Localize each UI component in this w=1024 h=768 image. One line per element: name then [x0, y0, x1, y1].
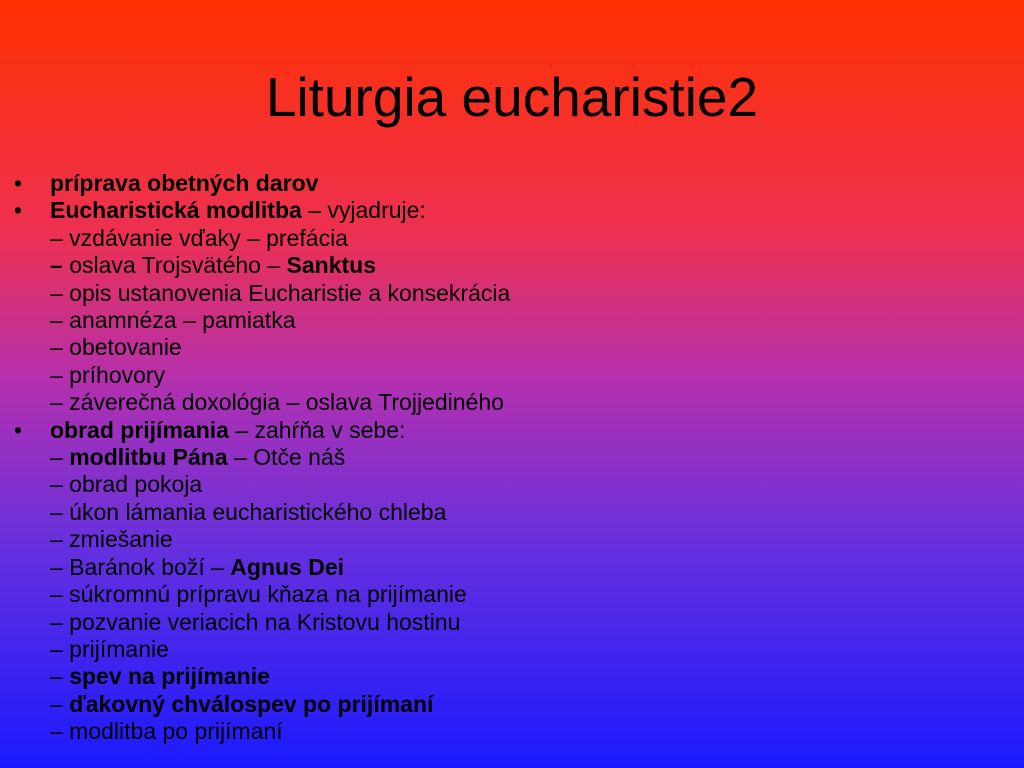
text-run: – prijímanie [50, 635, 169, 662]
bullet-icon: • [14, 197, 23, 224]
text-run: – opis ustanovenia Eucharistie a konsekrácia [50, 279, 511, 306]
sub-item-line [50, 362, 1000, 389]
bullet-icon: • [14, 170, 23, 196]
sub-item-line [50, 499, 1000, 526]
sub-item-line [50, 444, 1000, 471]
sub-item-line [50, 609, 1000, 636]
text-run: – [50, 663, 70, 690]
bullet-list [0, 170, 1000, 746]
text-run: – Baránok boží – [50, 553, 231, 580]
bullet-item [0, 170, 1000, 197]
text-run: – obetovanie [50, 334, 182, 361]
text-run: – anamnéza – pamiatka [50, 307, 296, 334]
sub-item-line [50, 471, 1000, 498]
bold-text-run: Agnus Dei [230, 553, 345, 580]
bold-text-run: Eucharistická modlitba [50, 197, 302, 224]
text-run: – vzdávanie vďaky – prefácia [50, 224, 348, 251]
text-run: – [50, 690, 70, 717]
bold-text-run: ďakovný chválospev po prijímaní [69, 690, 434, 717]
sub-item-line [50, 225, 1000, 252]
text-run: – [50, 444, 70, 471]
text-run: – zahŕňa v sebe: [228, 416, 406, 443]
bullet-heading [50, 197, 1000, 224]
bullet-item [0, 417, 1000, 746]
sub-item-line [50, 581, 1000, 608]
sub-item-line [50, 334, 1000, 361]
bold-text-run: Sanktus [286, 252, 377, 279]
text-run: – obrad pokoja [50, 471, 203, 498]
sub-item-line [50, 663, 1000, 690]
bullet-heading [50, 170, 1000, 197]
sub-item-line [50, 280, 1000, 307]
bullet-icon: • [14, 416, 23, 443]
sub-item-line [50, 307, 1000, 334]
sub-item-line [50, 718, 1000, 745]
bold-text-run: obrad prijímania [50, 416, 229, 443]
sub-item-line [50, 526, 1000, 553]
text-run: – súkromnú prípravu kňaza na prijímanie [50, 581, 467, 608]
text-run: – modlitba po prijímaní [50, 718, 283, 745]
sub-item-line [50, 252, 1000, 279]
text-run: oslava Trojsvätého – [69, 252, 287, 279]
text-run: – Otče náš [227, 444, 346, 471]
slide-title: Liturgia eucharistie2 [265, 66, 759, 128]
bold-text-run: modlitbu Pána [69, 444, 228, 471]
text-run: – pozvanie veriacich na Kristovu hostinu [50, 608, 461, 635]
sub-item-line [50, 554, 1000, 581]
sub-item-line [50, 691, 1000, 718]
bold-text-run: – [50, 252, 70, 279]
bold-text-run: spev na prijímanie [69, 663, 270, 690]
bullet-item [0, 197, 1000, 416]
text-run: – záverečná doxológia – oslava Trojjediného [50, 389, 504, 416]
text-run: – príhovory [50, 361, 166, 388]
text-run: – úkon lámania eucharistického chleba [50, 498, 447, 525]
sub-item-line [50, 389, 1000, 416]
sub-item-line [50, 636, 1000, 663]
bullet-heading [50, 417, 1000, 444]
text-run: – zmiešanie [50, 526, 173, 553]
bold-text-run: príprava obetných darov [50, 170, 319, 196]
text-run: – vyjadruje: [301, 197, 426, 224]
